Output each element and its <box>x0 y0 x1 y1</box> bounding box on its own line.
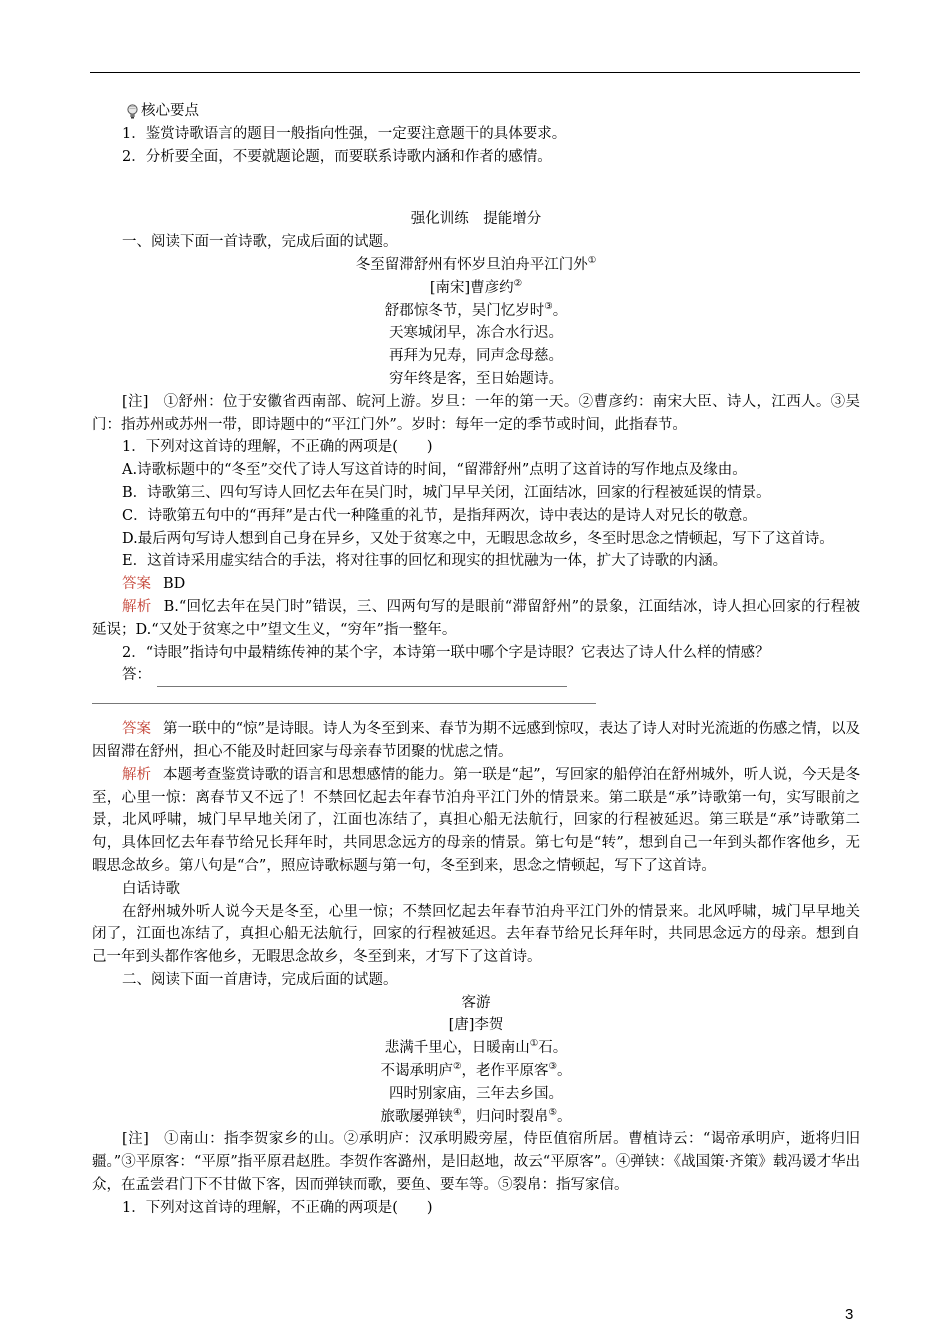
q2-question: 2．“诗眼”指诗句中最精练传神的某个字，本诗第一联中哪个字是诗眼？它表达了诗人什么样的情感？ <box>122 644 770 661</box>
content-body <box>92 100 860 1220</box>
q2-analysis: 解析 本题考查鉴赏诗歌的语言和思想感情的能力。第一联是“起”，写回家的船停泊在舒州城外，听人说，今天是冬至，心里一惊：离春节又不远了！不禁回忆起去年春节泊舟平江门外的情景来。第二联是“承”诗歌第一句，实写眼前之景，北风呼啸，城门早早地关闭了，江面也冻结了，真担心船无法航行，回家的行程被延迟。第三联是“承”诗歌第二句，具体回忆去年春节给兄长拜年时，共同思念远方的母亲的情景。第七句是“转”，想到自己一年到头都作客他乡，无暇思念故乡。第八句是“合”，照应诗歌标题与第一句，冬至到来，思念之情顿起，写下了这首诗。 <box>92 766 860 874</box>
q1-option-a: A.诗歌标题中的“冬至”交代了诗人写这首诗的时间，“留滞舒州”点明了这首诗的写作地点及缘由。 <box>122 462 747 479</box>
poem1-line: 穷年终是客，至日始题诗。 <box>389 370 563 387</box>
page-number: 3 <box>845 1306 854 1323</box>
answer-blank-line[interactable] <box>157 672 567 687</box>
poem2-line: 旅歌屡弹铗④，归问时裂帛⑤。 <box>380 1106 572 1125</box>
poem1-line: 舒郡惊冬节，吴门忆岁时③。 <box>384 300 568 319</box>
header-rule <box>90 72 860 73</box>
part2-q1-question: 1．下列对这首诗的理解，不正确的两项是( ) <box>122 1199 433 1216</box>
part2-instruction: 二、阅读下面一首唐诗，完成后面的试题。 <box>122 971 398 988</box>
poem2-author: [唐]李贺 <box>448 1017 504 1034</box>
vernacular-text: 在舒州城外听人说今天是冬至，心里一惊；不禁回忆起去年春节泊舟平江门外的情景来。北风呼啸，城门早早地关闭了，江面也冻结了，真担心船无法航行，回家的行程被延迟。去年春节给兄长拜年时，共同思念远方的母亲。想到自己一年到头都作客他乡，无暇思念故乡，冬至到来，才写下了这首诗。 <box>92 903 860 966</box>
answer-label: 答案 <box>122 721 152 738</box>
poem1-notes: [注] ①舒州：位于安徽省西南部、皖河上游。岁旦：一年的第一天。②曹彦约：南宋大臣、诗人，江西人。③吴门：指苏州或苏州一带，即诗题中的“平江门外”。岁时：每年一定的季节或时间，此指春节。 <box>92 393 860 433</box>
analysis-label: 解析 <box>122 598 152 615</box>
poem1-line: 天寒城闭早，冻合水行迟。 <box>389 325 563 342</box>
vernacular-title: 白话诗歌 <box>122 880 180 897</box>
poem2-line: 四时别家庙，三年去乡国。 <box>389 1085 563 1102</box>
q2-answer: 答案 第一联中的“惊”是诗眼。诗人为冬至到来、春节为期不远感到惊叹，表达了诗人对时光流逝的伤感之情，以及因留滞在舒州，担心不能及时赶回家与母亲春节团聚的忧虑之情。 <box>92 721 860 760</box>
q1-option-c: C．诗歌第五句中的“再拜”是古代一种隆重的礼节，是指拜两次，诗中表达的是诗人对兄长的敬意。 <box>122 507 757 524</box>
key-point-2: 2．分析要全面，不要就题论题，而要联系诗歌内涵和作者的感情。 <box>122 148 552 165</box>
poem2-title: 客游 <box>461 994 491 1011</box>
part1-instruction: 一、阅读下面一首诗歌，完成后面的试题。 <box>122 234 398 251</box>
analysis-label: 解析 <box>122 766 152 783</box>
answer-label: 答案 <box>122 576 151 593</box>
q1-option-d: D.最后两句写诗人想到自己身在异乡，又处于贫寒之中，无暇思念故乡，冬至时思念之情顿起，写下了这首诗。 <box>122 530 834 547</box>
answer-blank-line[interactable] <box>92 687 596 704</box>
poem2-line: 不谒承明庐②，老作平原客③。 <box>380 1061 572 1080</box>
poem1-author: [南宋]曹彦约② <box>429 277 523 296</box>
poem2-line: 悲满千里心，日暖南山①石。 <box>384 1038 568 1057</box>
q1-question: 1．下列对这首诗的理解，不正确的两项是( ) <box>122 439 433 456</box>
poem2-notes: [注] ①南山：指李贺家乡的山。②承明庐：汉承明殿旁屋，侍臣值宿所居。曹植诗云：“谒帝承明庐，逝将归旧疆。”③平原客：“平原”指平原君赵胜。李贺作客潞州，是旧赵地，故云“平原客”。④弹铗：《战国策·齐策》载冯谖才华出众，在孟尝君门下不甘做下客，因而弹铗而歌，要鱼、要车等。⑤裂帛：指写家信。 <box>92 1131 860 1194</box>
key-points-heading <box>92 100 860 123</box>
key-points-title: 核心要点 <box>141 103 199 119</box>
q2-answer-prompt: 答： <box>92 664 860 687</box>
q1-option-b: B．诗歌第三、四句写诗人回忆去年在吴门时，城门早早关闭，江面结冰，回家的行程被延误的情景。 <box>122 484 771 501</box>
lightbulb-icon <box>126 104 139 119</box>
q1-answer: 答案 BD <box>122 576 186 593</box>
key-point-1: 1．鉴赏诗歌语言的题目一般指向性强，一定要注意题干的具体要求。 <box>122 125 567 142</box>
section-title: 强化训练 提能增分 <box>410 211 542 228</box>
poem1-line: 再拜为兄寿，同声念母慈。 <box>389 348 563 365</box>
q1-analysis: 解析 B.“回忆去年在吴门时”错误，三、四两句写的是眼前“滞留舒州”的景象，江面结冰，诗人担心回家的行程被延误；D.“又处于贫寒之中”望文生义，“穷年”指一整年。 <box>92 598 860 638</box>
poem1-title: 冬至留滞舒州有怀岁旦泊舟平江门外① <box>355 255 597 273</box>
q1-option-e: E．这首诗采用虚实结合的手法，将对往事的回忆和现实的担忧融为一体，扩大了诗歌的内涵。 <box>122 553 728 570</box>
